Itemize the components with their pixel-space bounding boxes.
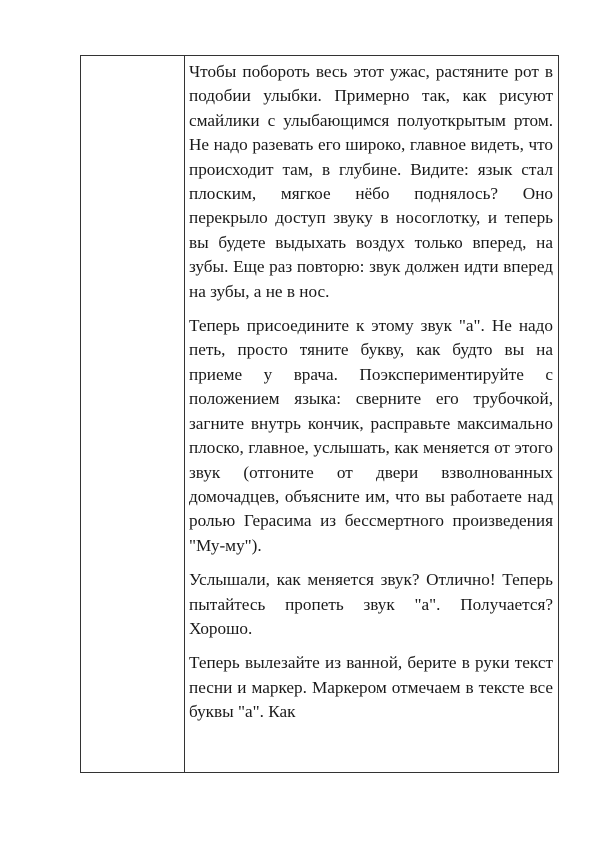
content-table bbox=[80, 55, 559, 773]
paragraph-3: Услышали, как меняется звук? Отлично! Теперь пытайтесь пропеть звук "а". Получается? Хорошо. bbox=[189, 570, 553, 638]
table-text-cell bbox=[185, 56, 558, 772]
paragraph-1: Чтобы побороть весь этот ужас, растяните рот в подобии улыбки. Примерно так, как рисуют смайлики с улыбающимся полуоткрытым ртом. Не надо разевать его широко, главное видеть, что происходит там, в глубине. Видите: язык стал плоским, мягкое нёбо поднялось? Оно перекрыло доступ звуку в носоглотку, и теперь вы будете выдыхать воздух только вперед, на зубы. Еще раз повторю: звук должен идти вперед на зубы, а не в нос. bbox=[189, 62, 553, 301]
paragraph-4: Теперь вылезайте из ванной, берите в руки текст песни и маркер. Маркером отмечаем в тексте все буквы "а". Как bbox=[189, 653, 553, 722]
table-left-cell bbox=[81, 56, 185, 772]
paragraph-2: Теперь присоедините к этому звук "а". Не надо петь, просто тяните букву, как будто вы на приеме у врача. Поэкспериментируйте с положением языка: сверните его трубочкой, загните внутрь кончик, расправьте максимально плоско, главное, услышать, как меняется от этого звук (отгоните от двери взволнованных домочадцев, объясните им, что вы работаете над ролью Герасима из бессмертного произведения "Му-му"). bbox=[189, 316, 553, 555]
